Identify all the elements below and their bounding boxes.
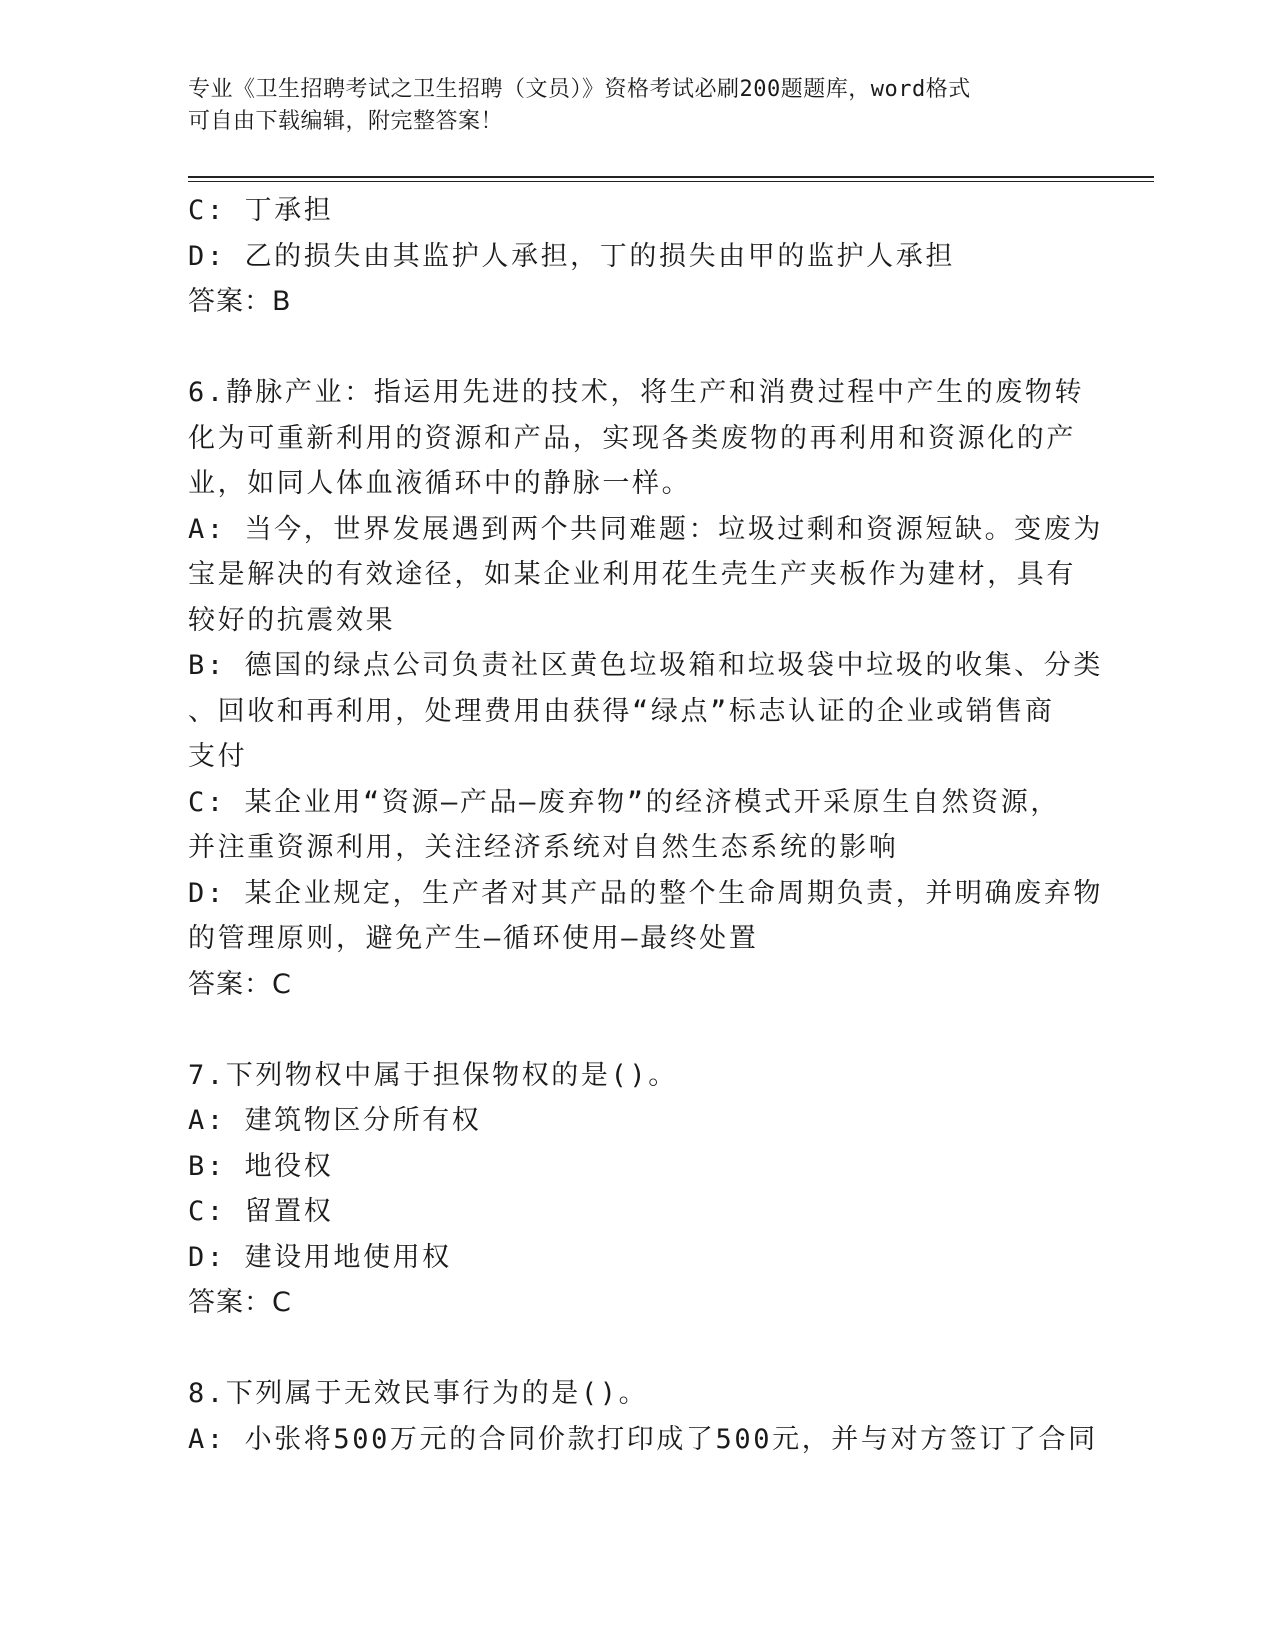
option-d-line: 的管理原则，避免产生—循环使用—最终处置 bbox=[188, 923, 759, 954]
option-a-line: 宝是解决的有效途径，如某企业利用花生壳生产夹板作为建材，具有 bbox=[188, 559, 1076, 590]
spacer bbox=[188, 1007, 1078, 1053]
question-7 bbox=[188, 1053, 1078, 1326]
question-6 bbox=[188, 370, 1103, 1007]
spacer bbox=[188, 325, 1078, 371]
question-stem-line: 化为可重新利用的资源和产品，实现各类废物的再利用和资源化的产 bbox=[188, 422, 1076, 454]
option-b-line: 、回收和再利用，处理费用由获得“绿点”标志认证的企业或销售商 bbox=[188, 695, 1055, 727]
option-d: D: 乙的损失由其监护人承担，丁的损失由甲的监护人承担 bbox=[188, 240, 955, 272]
question-stem-line: 业，如同人体血液循环中的静脉一样。 bbox=[188, 468, 692, 499]
option-a: A: 小张将500万元的合同价款打印成了500元，并与对方签订了合同 bbox=[188, 1423, 1098, 1455]
answer-label: 答案：C bbox=[188, 968, 292, 1000]
question-5-continued bbox=[188, 188, 1078, 325]
option-a: A: 建筑物区分所有权 bbox=[188, 1105, 482, 1136]
header-title-line-2: 可自由下载编辑，附完整答案！ bbox=[188, 109, 504, 134]
spacer bbox=[188, 1326, 1078, 1372]
question-content bbox=[188, 188, 1103, 1462]
question-stem-line: 6.静脉产业：指运用先进的技术，将生产和消费过程中产生的废物转 bbox=[188, 377, 1085, 408]
question-stem: 8.下列属于无效民事行为的是()。 bbox=[188, 1378, 649, 1409]
header-title-line-1: 专业《卫生招聘考试之卫生招聘（文员）》资格考试必刷200题题库，word格式 bbox=[188, 77, 971, 102]
header-divider bbox=[188, 176, 1154, 182]
answer-label: 答案：C bbox=[188, 1287, 292, 1318]
option-a-line: 较好的抗震效果 bbox=[188, 604, 396, 636]
option-b-line: 支付 bbox=[188, 741, 248, 772]
option-a-line: A: 当今，世界发展遇到两个共同难题：垃圾过剩和资源短缺。变废为 bbox=[188, 513, 1103, 545]
question-stem: 7.下列物权中属于担保物权的是()。 bbox=[188, 1059, 678, 1091]
option-c: C: 丁承担 bbox=[188, 195, 334, 226]
answer-label: 答案：B bbox=[188, 286, 292, 317]
option-c-line: C: 某企业用“资源—产品—废弃物”的经济模式开采原生自然资源， bbox=[188, 786, 1060, 818]
page-header bbox=[188, 74, 1068, 138]
question-8 bbox=[188, 1371, 1098, 1462]
option-c-line: 并注重资源利用，关注经济系统对自然生态系统的影响 bbox=[188, 832, 899, 863]
option-d: D: 建设用地使用权 bbox=[188, 1241, 452, 1273]
option-c: C: 留置权 bbox=[188, 1196, 334, 1227]
option-b: B: 地役权 bbox=[188, 1150, 334, 1182]
option-d-line: D: 某企业规定，生产者对其产品的整个生命周期负责，并明确废弃物 bbox=[188, 877, 1103, 909]
option-b-line: B: 德国的绿点公司负责社区黄色垃圾箱和垃圾袋中垃圾的收集、分类 bbox=[188, 650, 1103, 681]
